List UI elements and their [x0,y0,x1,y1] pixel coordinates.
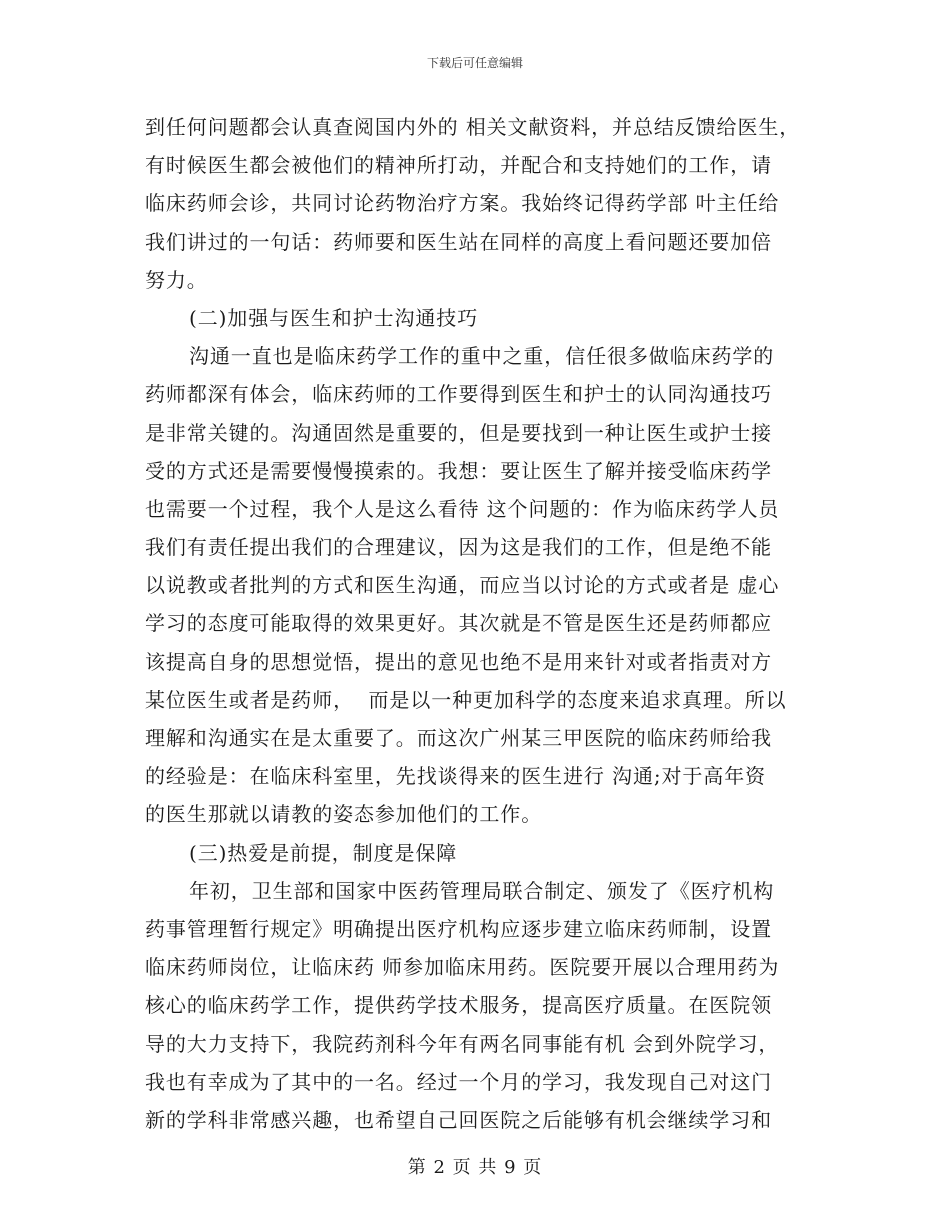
body-line: 我们有责任提出我们的合理建议，因为这是我们的工作，但是绝不能 [145,535,772,560]
body-line: 该提高自身的思想觉悟，提出的意见也绝不是用来针对或者指责对方 [145,649,772,674]
body-line: 沟通一直也是临床药学工作的重中之重，信任很多做临床药学的 [189,344,775,369]
body-line: 到任何问题都会认真查阅国内外的 相关文献资料，并总结反馈给医生， [145,115,801,139]
document-body [145,108,810,1139]
body-line: 受的方式还是需要慢慢摸索的。我想：要让医生了解并接受临床药学 [145,458,772,483]
body-line: 年初，卫生部和国家中医药管理局联合制定、颁发了《医疗机构 [189,878,775,903]
body-line: 药师都深有体会，临床药师的工作要得到医生和护士的认同沟通技巧 [145,382,772,407]
body-line: 学习的态度可能取得的效果更好。其次就是不管是医生还是药师都应 [145,611,772,636]
body-line: 的医生那就以请教的姿态参加他们的工作。 [145,802,543,827]
body-line: 新的学科非常感兴趣，也希望自己回医院之后能够有机会继续学习和 [145,1107,772,1132]
body-line: 导的大力支持下，我院药剂科今年有两名同事能有机 会到外院学习， [145,1031,780,1056]
body-line: 临床药师会诊，共同讨论药物治疗方案。我始终记得药学部 叶主任给 [145,191,780,216]
body-line: 理解和沟通实在是太重要了。而这次广州某三甲医院的临床药师给我 [145,726,772,750]
body-line: 努力。 [145,267,208,292]
body-line: 我也有幸成为了其中的一名。经过一个月的学习，我发现自己对这门 [145,1069,772,1094]
page-number-footer: 第 2 页 共 9 页 [407,1157,543,1178]
body-line: 以说教或者批判的方式和医生沟通，而应当以讨论的方式或者是 虚心 [145,573,780,598]
body-line: 是非常关键的。沟通固然是重要的，但是要找到一种让医生或护士接 [145,420,772,445]
body-line: 临床药师岗位，让临床药 师参加临床用药。医院要开展以合理用药为 [145,955,780,980]
body-line: 我们讲过的一句话：药师要和医生站在同样的高度上看问题还要加倍 [145,229,772,254]
body-line: 的经验是：在临床科室里，先找谈得来的医生进行 沟通;对于高年资 [145,764,766,789]
section-heading: (二)加强与医生和护士沟通技巧 [189,305,479,330]
page-header: 下载后可任意编辑 [426,56,523,70]
body-line: 有时候医生都会被他们的精神所打动，并配合和支持她们的工作，请 [145,153,772,178]
body-line: 也需要一个过程，我个人是这么看待 这个问题的：作为临床药学人员 [145,496,780,521]
body-line: 药事管理暂行规定》明确提出医疗机构应逐步建立临床药师制，设置 [145,916,772,941]
body-line: 核心的临床药学工作，提供药学技术服务，提高医疗质量。在医院领 [145,993,772,1018]
body-line: 某位医生或者是药师， 而是以一种更加科学的态度来追求真理。所以 [145,687,787,712]
section-heading: (三)热爱是前提，制度是保障 [189,840,458,865]
